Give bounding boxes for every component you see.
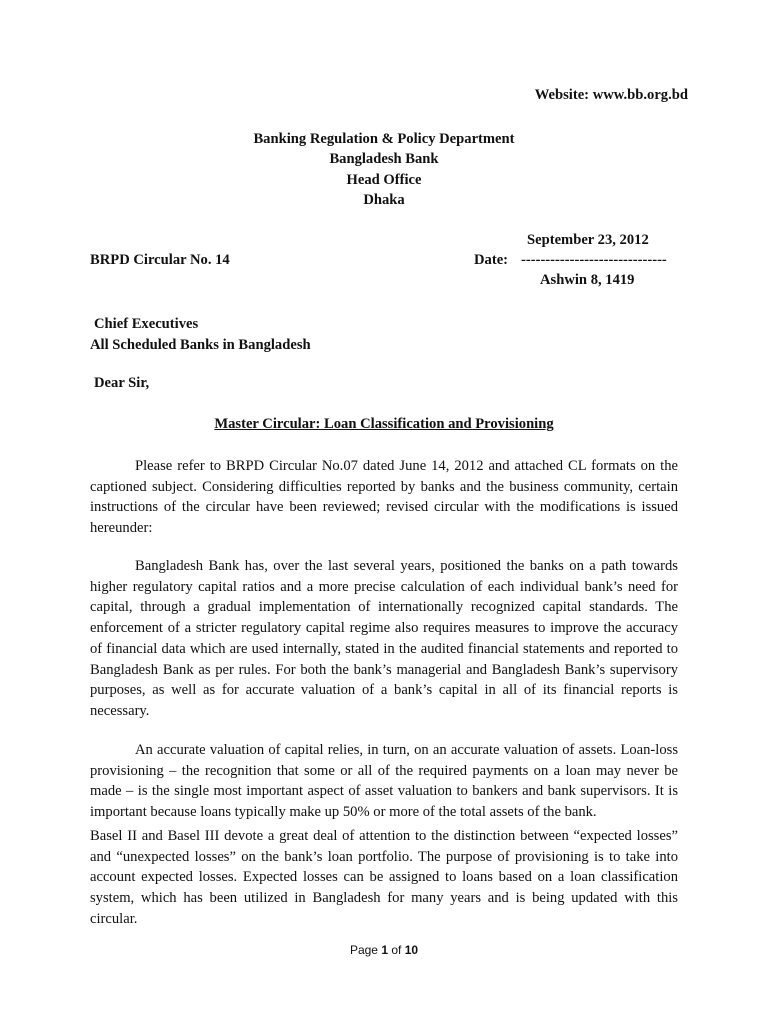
paragraph-text: An accurate valuation of capital relies, in turn, on an accurate valuation of assets. Loan-loss provisioning – the recognition that some or all of the required payments on a loan may never be made – is the single most important aspect of asset valuation to bankers and bank supervisors. It is important because loans typically make up 50% or more of the total assets of the bank. [90, 742, 678, 821]
body-paragraph [90, 826, 678, 930]
date-gregorian: September 23, 2012 [527, 232, 649, 248]
page-total: 10 [404, 943, 419, 957]
body-paragraph [90, 740, 678, 823]
page-word: Page [349, 943, 378, 957]
website-line: Website: www.bb.org.bd [534, 87, 688, 103]
city-name: Dhaka [363, 191, 405, 208]
paragraph-text: Bangladesh Bank has, over the last several years, positioned the banks on a path towards higher regulatory capital ratios and a more precise calculation of each individual bank’s need for capital, through a gradual implementation of internationally recognized capital standards. The enforcement of a stricter regulatory capital regime also requires measures to improve the accuracy of financial data which are used internally, stated in the audited financial statements and reported to Bangladesh Bank as per rules. For both the bank’s managerial and Bangladesh Bank’s supervisory purposes, as well as for accurate valuation of a bank’s capital in all of its financial reports is necessary. [90, 558, 678, 719]
department-address-block [0, 129, 768, 210]
body-paragraph [90, 456, 678, 539]
date-bangla: Ashwin 8, 1419 [540, 272, 635, 288]
subject-heading: Master Circular: Loan Classification and Provisioning [214, 416, 554, 432]
circular-number: BRPD Circular No. 14 [90, 252, 230, 268]
salutation: Dear Sir, [94, 375, 150, 391]
office-name: Head Office [346, 171, 422, 188]
addressee-title: Chief Executives [94, 316, 199, 332]
bank-name: Bangladesh Bank [329, 151, 439, 168]
paragraph-text: Please refer to BRPD Circular No.07 dated June 14, 2012 and attached CL formats on the captioned subject. Considering difficulties reported by banks and the business community, certain instructions of the circular have been reviewed; revised circular with the modifications is issued hereunder: [90, 458, 678, 537]
date-label: Date: [474, 252, 509, 268]
page-footer [0, 943, 768, 957]
paragraph-text: Basel II and Basel III devote a great deal of attention to the distinction between “expected losses” and “unexpected losses” on the bank’s loan portfolio. The purpose of provisioning is to take into account expected losses. Expected losses can be assigned to loans based on a loan classification system, which has been utilized in Bangladesh for many years and is being updated with this circular. [90, 828, 678, 927]
page-of: of [391, 943, 402, 957]
page-current: 1 [381, 943, 388, 957]
body-paragraph [90, 556, 678, 722]
department-name: Banking Regulation & Policy Department [253, 131, 515, 147]
date-separator: ------------------------------ [521, 252, 667, 268]
addressee-block [90, 314, 311, 356]
addressee-organization: All Scheduled Banks in Bangladesh [90, 337, 311, 353]
